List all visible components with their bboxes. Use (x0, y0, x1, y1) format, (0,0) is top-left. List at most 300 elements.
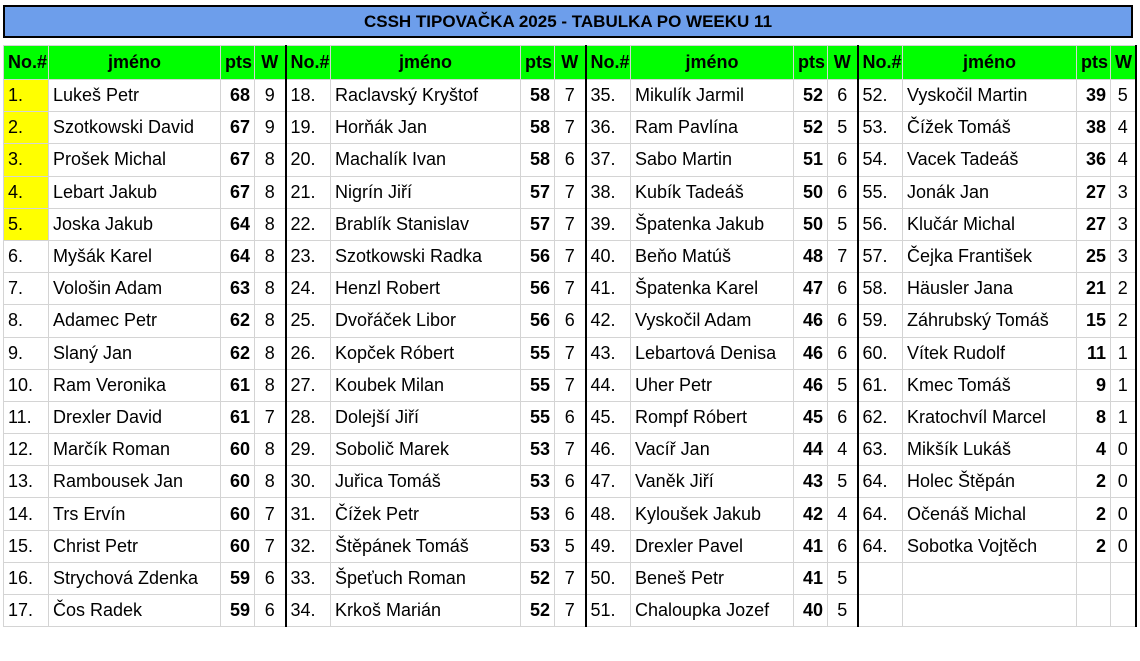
player-name-cell: Machalík Ivan (331, 144, 521, 176)
wins-cell: 6 (828, 530, 858, 562)
table-row (4, 144, 1136, 176)
wins-cell: 5 (555, 530, 586, 562)
rank-cell: 25. (286, 305, 331, 337)
player-name-cell: Häusler Jana (903, 273, 1077, 305)
points-cell: 59 (221, 595, 255, 627)
player-name-cell: Raclavský Kryštof (331, 80, 521, 112)
rank-cell: 24. (286, 273, 331, 305)
rank-cell: 32. (286, 530, 331, 562)
player-name-cell: Mikulík Jarmil (631, 80, 794, 112)
player-name-cell: Strychová Zdenka (49, 562, 221, 594)
wins-cell: 7 (555, 112, 586, 144)
player-name-cell: Slaný Jan (49, 337, 221, 369)
rank-cell: 14. (4, 498, 49, 530)
wins-cell: 6 (828, 176, 858, 208)
header-name: jméno (49, 46, 221, 80)
player-name-cell: Juřica Tomáš (331, 466, 521, 498)
rank-cell: 27. (286, 369, 331, 401)
points-cell: 46 (794, 369, 828, 401)
points-cell: 55 (521, 337, 555, 369)
header-pts: pts (521, 46, 555, 80)
wins-cell: 8 (255, 466, 286, 498)
wins-cell: 3 (1111, 208, 1136, 240)
player-name-cell: Joska Jakub (49, 208, 221, 240)
player-name-cell: Kubík Tadeáš (631, 176, 794, 208)
points-cell: 52 (794, 80, 828, 112)
sheet-title: CSSH TIPOVAČKA 2025 - TABULKA PO WEEKU 11 (3, 5, 1133, 38)
rank-cell: 3. (4, 144, 49, 176)
points-cell: 8 (1077, 401, 1111, 433)
wins-cell: 5 (1111, 80, 1136, 112)
header-row (4, 46, 1136, 80)
points-cell: 67 (221, 176, 255, 208)
wins-cell: 6 (555, 305, 586, 337)
rank-cell: 56. (858, 208, 903, 240)
player-name-cell: Szotkowski David (49, 112, 221, 144)
points-cell: 58 (521, 112, 555, 144)
player-name-cell: Vaněk Jiří (631, 466, 794, 498)
points-cell: 41 (794, 562, 828, 594)
points-cell: 53 (521, 530, 555, 562)
header-w: W (555, 46, 586, 80)
player-name-cell: Jonák Jan (903, 176, 1077, 208)
points-cell: 67 (221, 144, 255, 176)
rank-cell: 46. (586, 434, 631, 466)
player-name-cell: Dolejší Jiří (331, 401, 521, 433)
points-cell: 38 (1077, 112, 1111, 144)
wins-cell: 5 (828, 369, 858, 401)
points-cell: 62 (221, 305, 255, 337)
wins-cell: 8 (255, 273, 286, 305)
wins-cell: 4 (1111, 144, 1136, 176)
player-name-cell: Beneš Petr (631, 562, 794, 594)
player-name-cell: Sabo Martin (631, 144, 794, 176)
table-row (4, 466, 1136, 498)
player-name-cell: Brablík Stanislav (331, 208, 521, 240)
wins-cell: 7 (255, 530, 286, 562)
points-cell: 53 (521, 434, 555, 466)
player-name-cell: Krkoš Marián (331, 595, 521, 627)
player-name-cell: Čos Radek (49, 595, 221, 627)
player-name-cell: Uher Petr (631, 369, 794, 401)
wins-cell: 6 (555, 144, 586, 176)
table-row (4, 337, 1136, 369)
wins-cell: 4 (1111, 112, 1136, 144)
table-row (4, 208, 1136, 240)
rank-cell: 64. (858, 498, 903, 530)
wins-cell: 5 (828, 466, 858, 498)
points-cell: 39 (1077, 80, 1111, 112)
wins-cell: 4 (828, 498, 858, 530)
wins-cell: 0 (1111, 466, 1136, 498)
player-name-cell: Vyskočil Adam (631, 305, 794, 337)
wins-cell: 7 (255, 401, 286, 433)
rank-cell: 33. (286, 562, 331, 594)
player-name-cell: Koubek Milan (331, 369, 521, 401)
wins-cell: 5 (828, 562, 858, 594)
player-name-cell: Nigrín Jiří (331, 176, 521, 208)
player-name-cell: Lebartová Denisa (631, 337, 794, 369)
table-row (4, 240, 1136, 272)
player-name-cell: Horňák Jan (331, 112, 521, 144)
wins-cell: 9 (255, 112, 286, 144)
points-cell: 42 (794, 498, 828, 530)
wins-cell: 1 (1111, 337, 1136, 369)
points-cell: 60 (221, 530, 255, 562)
header-pts: pts (221, 46, 255, 80)
player-name-cell: Adamec Petr (49, 305, 221, 337)
rank-cell: 26. (286, 337, 331, 369)
rank-cell: 64. (858, 466, 903, 498)
player-name-cell: Henzl Robert (331, 273, 521, 305)
empty-cell (1077, 595, 1111, 627)
points-cell: 43 (794, 466, 828, 498)
rank-cell: 17. (4, 595, 49, 627)
points-cell: 2 (1077, 466, 1111, 498)
wins-cell: 2 (1111, 305, 1136, 337)
header-no: No.# (586, 46, 631, 80)
rank-cell: 54. (858, 144, 903, 176)
table-row (4, 498, 1136, 530)
points-cell: 41 (794, 530, 828, 562)
rank-cell: 23. (286, 240, 331, 272)
wins-cell: 7 (828, 240, 858, 272)
player-name-cell: Čížek Tomáš (903, 112, 1077, 144)
wins-cell: 3 (1111, 240, 1136, 272)
points-cell: 48 (794, 240, 828, 272)
rank-cell: 12. (4, 434, 49, 466)
rank-cell: 19. (286, 112, 331, 144)
points-cell: 52 (521, 562, 555, 594)
rank-cell: 62. (858, 401, 903, 433)
points-cell: 62 (221, 337, 255, 369)
points-cell: 52 (794, 112, 828, 144)
player-name-cell: Záhrubský Tomáš (903, 305, 1077, 337)
points-cell: 4 (1077, 434, 1111, 466)
player-name-cell: Klučár Michal (903, 208, 1077, 240)
points-cell: 57 (521, 208, 555, 240)
table-row (4, 530, 1136, 562)
table-row (4, 273, 1136, 305)
points-cell: 40 (794, 595, 828, 627)
points-cell: 61 (221, 369, 255, 401)
header-w: W (828, 46, 858, 80)
player-name-cell: Špatenka Jakub (631, 208, 794, 240)
points-cell: 55 (521, 401, 555, 433)
points-cell: 15 (1077, 305, 1111, 337)
points-cell: 47 (794, 273, 828, 305)
points-cell: 60 (221, 466, 255, 498)
rank-cell: 31. (286, 498, 331, 530)
empty-cell (903, 562, 1077, 594)
rank-cell: 7. (4, 273, 49, 305)
player-name-cell: Trs Ervín (49, 498, 221, 530)
points-cell: 36 (1077, 144, 1111, 176)
points-cell: 60 (221, 498, 255, 530)
rank-cell: 58. (858, 273, 903, 305)
wins-cell: 6 (828, 80, 858, 112)
points-cell: 27 (1077, 176, 1111, 208)
rank-cell: 10. (4, 369, 49, 401)
points-cell: 25 (1077, 240, 1111, 272)
points-cell: 46 (794, 305, 828, 337)
empty-cell (1111, 562, 1136, 594)
points-cell: 55 (521, 369, 555, 401)
player-name-cell: Kmec Tomáš (903, 369, 1077, 401)
standings-sheet (3, 5, 1135, 658)
wins-cell: 7 (555, 562, 586, 594)
standings-table (3, 45, 1137, 627)
points-cell: 59 (221, 562, 255, 594)
rank-cell: 40. (586, 240, 631, 272)
points-cell: 52 (521, 595, 555, 627)
points-cell: 11 (1077, 337, 1111, 369)
table-row (4, 562, 1136, 594)
wins-cell: 6 (828, 144, 858, 176)
table-row (4, 80, 1136, 112)
player-name-cell: Kopček Róbert (331, 337, 521, 369)
points-cell: 56 (521, 305, 555, 337)
player-name-cell: Kratochvíl Marcel (903, 401, 1077, 433)
points-cell: 56 (521, 240, 555, 272)
wins-cell: 1 (1111, 401, 1136, 433)
rank-cell: 21. (286, 176, 331, 208)
wins-cell: 6 (828, 305, 858, 337)
rank-cell: 5. (4, 208, 49, 240)
header-no: No.# (858, 46, 903, 80)
player-name-cell: Prošek Michal (49, 144, 221, 176)
points-cell: 60 (221, 434, 255, 466)
rank-cell: 13. (4, 466, 49, 498)
wins-cell: 2 (1111, 273, 1136, 305)
wins-cell: 0 (1111, 530, 1136, 562)
player-name-cell: Chaloupka Jozef (631, 595, 794, 627)
wins-cell: 4 (828, 434, 858, 466)
wins-cell: 9 (255, 80, 286, 112)
points-cell: 68 (221, 80, 255, 112)
rank-cell: 37. (586, 144, 631, 176)
rank-cell: 59. (858, 305, 903, 337)
points-cell: 56 (521, 273, 555, 305)
player-name-cell: Kyloušek Jakub (631, 498, 794, 530)
rank-cell: 50. (586, 562, 631, 594)
rank-cell: 11. (4, 401, 49, 433)
rank-cell: 42. (586, 305, 631, 337)
points-cell: 53 (521, 466, 555, 498)
rank-cell: 28. (286, 401, 331, 433)
wins-cell: 7 (555, 208, 586, 240)
header-pts: pts (794, 46, 828, 80)
rank-cell: 6. (4, 240, 49, 272)
empty-cell (858, 562, 903, 594)
points-cell: 2 (1077, 498, 1111, 530)
header-name: jméno (903, 46, 1077, 80)
wins-cell: 3 (1111, 176, 1136, 208)
header-no: No.# (4, 46, 49, 80)
points-cell: 2 (1077, 530, 1111, 562)
rank-cell: 47. (586, 466, 631, 498)
player-name-cell: Holec Štěpán (903, 466, 1077, 498)
player-name-cell: Rambousek Jan (49, 466, 221, 498)
wins-cell: 6 (555, 401, 586, 433)
player-name-cell: Vacek Tadeáš (903, 144, 1077, 176)
points-cell: 21 (1077, 273, 1111, 305)
table-row (4, 305, 1136, 337)
rank-cell: 1. (4, 80, 49, 112)
rank-cell: 16. (4, 562, 49, 594)
rank-cell: 63. (858, 434, 903, 466)
player-name-cell: Sobotka Vojtěch (903, 530, 1077, 562)
wins-cell: 7 (555, 240, 586, 272)
points-cell: 58 (521, 144, 555, 176)
wins-cell: 7 (555, 434, 586, 466)
wins-cell: 8 (255, 176, 286, 208)
rank-cell: 29. (286, 434, 331, 466)
empty-cell (858, 595, 903, 627)
player-name-cell: Vacíř Jan (631, 434, 794, 466)
player-name-cell: Vítek Rudolf (903, 337, 1077, 369)
points-cell: 27 (1077, 208, 1111, 240)
points-cell: 57 (521, 176, 555, 208)
wins-cell: 6 (828, 337, 858, 369)
wins-cell: 8 (255, 144, 286, 176)
header-name: jméno (331, 46, 521, 80)
points-cell: 53 (521, 498, 555, 530)
points-cell: 51 (794, 144, 828, 176)
rank-cell: 18. (286, 80, 331, 112)
rank-cell: 57. (858, 240, 903, 272)
empty-cell (1077, 562, 1111, 594)
rank-cell: 44. (586, 369, 631, 401)
wins-cell: 8 (255, 305, 286, 337)
header-no: No.# (286, 46, 331, 80)
wins-cell: 6 (555, 498, 586, 530)
player-name-cell: Drexler David (49, 401, 221, 433)
wins-cell: 7 (555, 337, 586, 369)
wins-cell: 5 (828, 112, 858, 144)
header-w: W (1111, 46, 1136, 80)
header-name: jméno (631, 46, 794, 80)
wins-cell: 6 (255, 595, 286, 627)
table-row (4, 595, 1136, 627)
wins-cell: 7 (555, 369, 586, 401)
wins-cell: 5 (828, 208, 858, 240)
wins-cell: 7 (555, 595, 586, 627)
wins-cell: 6 (555, 466, 586, 498)
rank-cell: 55. (858, 176, 903, 208)
player-name-cell: Szotkowski Radka (331, 240, 521, 272)
points-cell: 50 (794, 208, 828, 240)
wins-cell: 8 (255, 337, 286, 369)
player-name-cell: Čejka František (903, 240, 1077, 272)
player-name-cell: Štěpánek Tomáš (331, 530, 521, 562)
rank-cell: 41. (586, 273, 631, 305)
wins-cell: 7 (555, 80, 586, 112)
rank-cell: 49. (586, 530, 631, 562)
rank-cell: 15. (4, 530, 49, 562)
rank-cell: 64. (858, 530, 903, 562)
rank-cell: 20. (286, 144, 331, 176)
wins-cell: 7 (555, 273, 586, 305)
wins-cell: 7 (555, 176, 586, 208)
points-cell: 64 (221, 208, 255, 240)
player-name-cell: Vološin Adam (49, 273, 221, 305)
rank-cell: 22. (286, 208, 331, 240)
player-name-cell: Sobolič Marek (331, 434, 521, 466)
player-name-cell: Vyskočil Martin (903, 80, 1077, 112)
rank-cell: 2. (4, 112, 49, 144)
header-w: W (255, 46, 286, 80)
points-cell: 9 (1077, 369, 1111, 401)
player-name-cell: Drexler Pavel (631, 530, 794, 562)
player-name-cell: Očenáš Michal (903, 498, 1077, 530)
player-name-cell: Lukeš Petr (49, 80, 221, 112)
rank-cell: 51. (586, 595, 631, 627)
points-cell: 64 (221, 240, 255, 272)
wins-cell: 6 (255, 562, 286, 594)
player-name-cell: Dvořáček Libor (331, 305, 521, 337)
points-cell: 44 (794, 434, 828, 466)
rank-cell: 34. (286, 595, 331, 627)
rank-cell: 61. (858, 369, 903, 401)
table-row (4, 434, 1136, 466)
rank-cell: 9. (4, 337, 49, 369)
player-name-cell: Čížek Petr (331, 498, 521, 530)
player-name-cell: Myšák Karel (49, 240, 221, 272)
rank-cell: 43. (586, 337, 631, 369)
rank-cell: 4. (4, 176, 49, 208)
player-name-cell: Christ Petr (49, 530, 221, 562)
wins-cell: 6 (828, 273, 858, 305)
wins-cell: 8 (255, 240, 286, 272)
table-row (4, 401, 1136, 433)
wins-cell: 8 (255, 369, 286, 401)
points-cell: 50 (794, 176, 828, 208)
player-name-cell: Lebart Jakub (49, 176, 221, 208)
points-cell: 58 (521, 80, 555, 112)
player-name-cell: Beňo Matúš (631, 240, 794, 272)
player-name-cell: Ram Pavlína (631, 112, 794, 144)
empty-cell (1111, 595, 1136, 627)
rank-cell: 35. (586, 80, 631, 112)
player-name-cell: Marčík Roman (49, 434, 221, 466)
player-name-cell: Špeťuch Roman (331, 562, 521, 594)
rank-cell: 48. (586, 498, 631, 530)
header-pts: pts (1077, 46, 1111, 80)
table-row (4, 112, 1136, 144)
table-row (4, 176, 1136, 208)
wins-cell: 8 (255, 208, 286, 240)
table-row (4, 369, 1136, 401)
wins-cell: 1 (1111, 369, 1136, 401)
wins-cell: 8 (255, 434, 286, 466)
rank-cell: 38. (586, 176, 631, 208)
rank-cell: 60. (858, 337, 903, 369)
points-cell: 63 (221, 273, 255, 305)
points-cell: 46 (794, 337, 828, 369)
wins-cell: 6 (828, 401, 858, 433)
wins-cell: 0 (1111, 498, 1136, 530)
player-name-cell: Mikšík Lukáš (903, 434, 1077, 466)
wins-cell: 0 (1111, 434, 1136, 466)
points-cell: 67 (221, 112, 255, 144)
rank-cell: 39. (586, 208, 631, 240)
rank-cell: 52. (858, 80, 903, 112)
player-name-cell: Špatenka Karel (631, 273, 794, 305)
rank-cell: 53. (858, 112, 903, 144)
points-cell: 45 (794, 401, 828, 433)
rank-cell: 36. (586, 112, 631, 144)
